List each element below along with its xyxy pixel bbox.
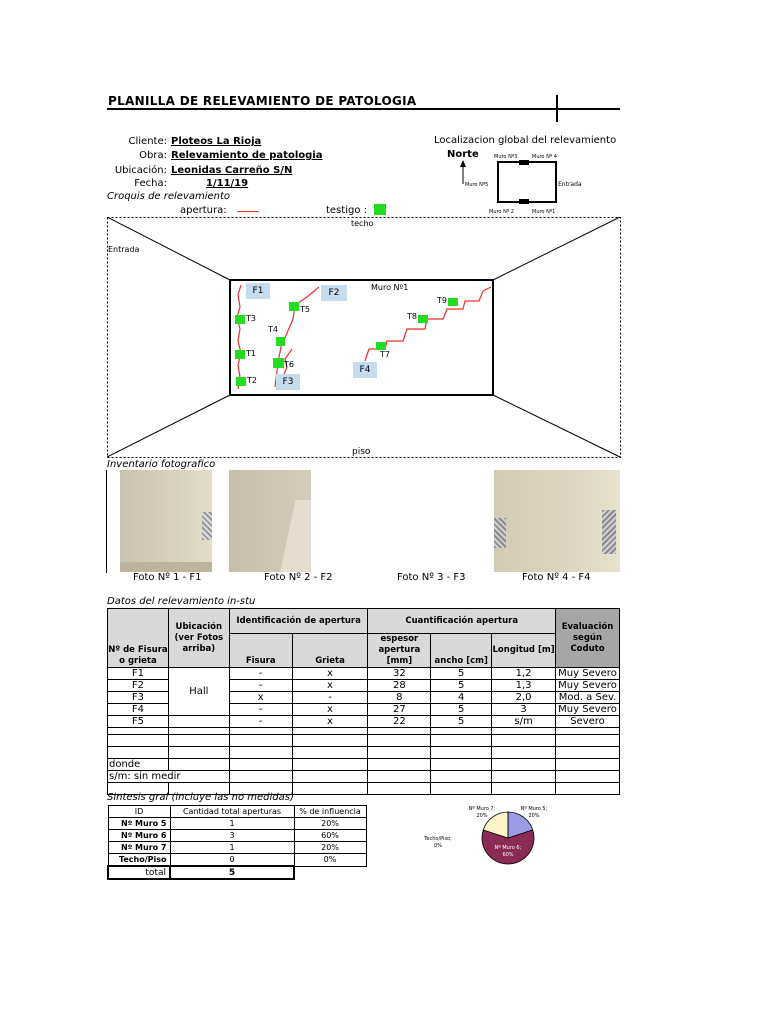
testigo-marker-t4 [276, 337, 285, 346]
map-muro5: Muro Nº5 [465, 182, 489, 188]
fissure-label-f1: F1 [246, 283, 270, 299]
summary-pct: 0% [294, 854, 366, 867]
map-muro1: Muro Nº1 [532, 209, 556, 215]
summary-header-pct: % de influencia [294, 806, 366, 818]
testigo-marker-t1 [235, 350, 245, 359]
header-fisura: Nº de Fisura o grieta [108, 609, 169, 668]
cell-id: F5 [108, 716, 169, 728]
techo-label: techo [351, 219, 374, 228]
photos-title: Inventario fotografico [107, 459, 216, 470]
cell-eval: Muy Severo [556, 704, 620, 716]
cell-longitud: 2,0 [492, 692, 556, 704]
testigo-marker-t2 [236, 377, 246, 386]
summary-count: 1 [170, 842, 294, 854]
fecha-label: Fecha: [134, 178, 167, 189]
summary-total-value: 5 [170, 866, 294, 879]
summary-row [108, 854, 366, 867]
summary-header-id: ID [108, 806, 170, 818]
header-sub-espesor: espesor apertura [mm] [368, 634, 431, 668]
cell-fisura: x [229, 692, 292, 704]
cell-grieta: x [292, 716, 368, 728]
cell-espesor: 32 [368, 668, 431, 680]
cell-id: F1 [108, 668, 169, 680]
ubicacion-label: Ubicación: [114, 165, 167, 176]
map-entrada: Entrada [558, 181, 582, 188]
cell-ancho: 5 [431, 716, 492, 728]
pie-label-techo: Techo/Piso; 0% [424, 836, 452, 849]
summary-header-count: Cantidad total aperturas [170, 806, 294, 818]
photo-2 [229, 470, 311, 572]
cell-espesor: 28 [368, 680, 431, 692]
cell-empty [168, 716, 229, 728]
norte-label: Norte [447, 149, 479, 160]
pie-label-muro5: Nº Muro 5; 20% [520, 806, 548, 819]
cell-espesor: 8 [368, 692, 431, 704]
photo-caption-2: Foto Nº 2 - F2 [264, 572, 333, 583]
table-row-note [108, 771, 620, 783]
apertura-legend-line [237, 211, 259, 212]
piso-label: piso [352, 447, 371, 457]
cell-fisura: - [229, 716, 292, 728]
summary-pct: 20% [294, 818, 366, 830]
cell-id: F4 [108, 704, 169, 716]
cell-grieta: x [292, 704, 368, 716]
summary-pct: 60% [294, 830, 366, 842]
title-underline [107, 108, 620, 110]
cell-eval: Severo [556, 716, 620, 728]
cell-id: F3 [108, 692, 169, 704]
testigo-label-t1: T1 [246, 349, 256, 358]
cell-ancho: 5 [431, 668, 492, 680]
summary-row [108, 842, 366, 854]
testigo-label-t6: T6 [284, 360, 294, 369]
photo-1 [120, 470, 212, 572]
cell-longitud: s/m [492, 716, 556, 728]
location-title: Localizacion global del relevamiento [434, 135, 617, 146]
map-muro4: Muro Nº 4 [532, 154, 557, 160]
cell-fisura: - [229, 668, 292, 680]
fissure-label-f2: F2 [321, 285, 347, 301]
photo-4 [494, 470, 620, 572]
table-row [108, 716, 620, 728]
cell-longitud: 1,2 [492, 668, 556, 680]
testigo-marker-t6 [273, 358, 284, 368]
table-row-empty [108, 735, 620, 747]
testigo-label-t4: T4 [268, 325, 278, 334]
header-sub-longitud: Longitud [m] [492, 634, 556, 668]
cell-ancho: 5 [431, 680, 492, 692]
summary-row [108, 818, 366, 830]
table-row-empty [108, 747, 620, 759]
summary-total-label: total [108, 866, 170, 879]
testigo-label-t3: T3 [246, 314, 256, 323]
cell-fisura: - [229, 704, 292, 716]
testigo-marker-t8 [418, 315, 428, 323]
cliente-value: Ploteos La Rioja [171, 136, 262, 147]
table-row-note [108, 759, 620, 771]
title-corner-mark [556, 95, 558, 122]
summary-count: 1 [170, 818, 294, 830]
photo-caption-3: Foto Nº 3 - F3 [397, 572, 466, 583]
pie-label-muro6: Nº Muro 6; 60% [494, 845, 522, 858]
summary-id: Nº Muro 7 [108, 842, 170, 854]
cell-eval: Muy Severo [556, 680, 620, 692]
cell-longitud: 1,3 [492, 680, 556, 692]
cell-eval: Mod. a Sev. [556, 692, 620, 704]
testigo-legend-swatch [374, 204, 386, 215]
cell-espesor: 22 [368, 716, 431, 728]
header-evaluacion: Evaluación según Coduto [556, 609, 620, 668]
cell-id: F2 [108, 680, 169, 692]
summary-total-row [108, 866, 366, 879]
cell-longitud: 3 [492, 704, 556, 716]
entrada-label: Entrada [108, 245, 140, 254]
pie-label-muro7: Nº Muro 7; 20% [468, 806, 496, 819]
note-donde: donde [108, 759, 169, 771]
obra-value: Relevamiento de patologia [171, 150, 323, 161]
header-ubicacion: Ubicación (ver Fotos arriba) [168, 609, 229, 668]
fissure-label-f4: F4 [353, 362, 377, 378]
table-row-empty [108, 728, 620, 735]
room-sketch [107, 217, 621, 459]
summary-table [107, 805, 367, 880]
cell-fisura: - [229, 680, 292, 692]
testigo-label-t8: T8 [407, 312, 417, 321]
testigo-label-t7: T7 [380, 350, 390, 359]
testigo-marker-t5 [289, 302, 299, 311]
cell-grieta: x [292, 668, 368, 680]
summary-id: Techo/Piso [108, 854, 170, 867]
summary-pct: 20% [294, 842, 366, 854]
testigo-marker-t9 [448, 298, 458, 306]
ubicacion-value: Leonidas Carreño S/N [171, 165, 293, 176]
cell-location: Hall [168, 668, 229, 716]
apertura-label: apertura: [180, 205, 227, 216]
photos-left-border [106, 470, 107, 573]
header-identificacion: Identificación de apertura [229, 609, 368, 634]
summary-row [108, 830, 366, 842]
summary-title: Sintesis gral (incluye las no medidas) [107, 792, 294, 803]
muro-label: Muro Nº1 [371, 283, 409, 292]
table-row [108, 668, 620, 680]
photo-caption-4: Foto Nº 4 - F4 [522, 572, 591, 583]
fecha-value: 1/11/19 [206, 178, 249, 189]
header-sub-ancho: ancho [cm] [431, 634, 492, 668]
summary-count: 0 [170, 854, 294, 867]
cliente-label: Cliente: [128, 136, 167, 147]
testigo-marker-t3 [235, 315, 245, 324]
testigo-label-t2: T2 [247, 376, 257, 385]
data-table [107, 608, 620, 795]
data-table-title: Datos del relevamiento in-stu [107, 596, 256, 607]
cell-ancho: 4 [431, 692, 492, 704]
testigo-label-t9: T9 [437, 296, 447, 305]
map-muro2: Muro Nº 2 [489, 209, 514, 215]
cell-espesor: 27 [368, 704, 431, 716]
croquis-title: Croquis de relevamiento [107, 191, 231, 202]
testigo-label-t5: T5 [300, 305, 310, 314]
cell-grieta: - [292, 692, 368, 704]
header-sub-fisura: Fisura [229, 634, 292, 668]
cell-grieta: x [292, 680, 368, 692]
map-muro3: Muro Nº3 [494, 154, 518, 160]
header-cuantificacion: Cuantificación apertura [368, 609, 556, 634]
fissure-label-f3: F3 [276, 374, 300, 390]
summary-count: 3 [170, 830, 294, 842]
note-sm: s/m: sin medir [108, 771, 230, 783]
summary-id: Nº Muro 5 [108, 818, 170, 830]
page-title: PLANILLA DE RELEVAMIENTO DE PATOLOGIA [108, 94, 417, 108]
photo-caption-1: Foto Nº 1 - F1 [133, 572, 202, 583]
header-sub-grieta: Grieta [292, 634, 368, 668]
testigo-marker-t7 [376, 342, 386, 350]
obra-label: Obra: [139, 150, 167, 161]
cell-ancho: 5 [431, 704, 492, 716]
testigo-label: testigo : [326, 205, 367, 216]
cell-eval: Muy Severo [556, 668, 620, 680]
summary-id: Nº Muro 6 [108, 830, 170, 842]
